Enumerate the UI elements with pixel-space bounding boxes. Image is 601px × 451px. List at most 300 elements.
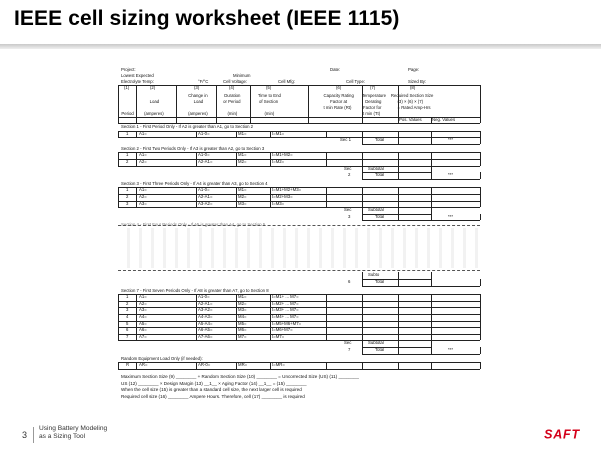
grid-line bbox=[362, 286, 480, 287]
grid-line bbox=[270, 294, 271, 301]
sec-number: Sec 1 bbox=[340, 137, 351, 143]
grid-line bbox=[270, 159, 271, 166]
section4-heading: Section 4 - First Four Periods Only - If A5 is greater than A4, go to Section 5 bbox=[121, 222, 266, 228]
section7-row-time: t=M1+ ... M7= bbox=[272, 294, 299, 300]
section1-row-duration: M1= bbox=[238, 130, 247, 136]
section1-row-time: t=M1= bbox=[272, 130, 285, 136]
grid-line bbox=[362, 220, 480, 221]
random-row-change: AR-0= bbox=[198, 362, 211, 368]
grid-line bbox=[362, 166, 363, 173]
grid-line bbox=[196, 194, 197, 201]
section3-row-change: A3-A2= bbox=[198, 200, 213, 206]
section3-row-change: A1-0= bbox=[198, 187, 210, 193]
section1-row-period: 1 bbox=[126, 130, 129, 136]
grid-line bbox=[196, 327, 197, 334]
section3-row-time: t=M1+M2+M3= bbox=[272, 187, 302, 193]
section7-row-duration: M1= bbox=[238, 294, 247, 300]
grid-line bbox=[118, 314, 119, 321]
column-number: (4) bbox=[229, 85, 235, 90]
grid-line bbox=[398, 166, 399, 173]
section7-row-period: 3 bbox=[126, 307, 129, 313]
grid-line bbox=[136, 85, 137, 123]
summary-line-3: When the cell size (15) is greater than a standard cell size, the next larger cell is required bbox=[121, 387, 302, 393]
grid-line bbox=[118, 294, 119, 301]
grid-line bbox=[398, 152, 399, 159]
grid-line bbox=[362, 131, 363, 138]
saft-logo bbox=[538, 427, 586, 441]
grid-line bbox=[118, 307, 119, 314]
sized-by-label: Sized By: bbox=[408, 79, 427, 84]
section3-row-period: 2 bbox=[126, 194, 129, 199]
grid-line bbox=[308, 85, 309, 123]
column-heading-line2: Load bbox=[149, 99, 160, 104]
summary-line-1: Maximum Section Size (9) ________ + Random Section Size (10) ________ = Uncorrected Size (US) (11) ________ bbox=[121, 373, 359, 379]
grid-line bbox=[362, 314, 363, 321]
grid-line bbox=[398, 194, 399, 201]
grid-line bbox=[118, 362, 480, 363]
column-number: (3) bbox=[194, 85, 200, 90]
column-number: (2) bbox=[150, 85, 156, 90]
grid-line bbox=[118, 131, 480, 132]
section7-row-time: t=M2+ ... M7= bbox=[272, 300, 299, 306]
section7-row-period: 5 bbox=[126, 320, 129, 326]
total-label: Total bbox=[375, 279, 385, 284]
grid-line bbox=[270, 321, 271, 328]
grid-line bbox=[136, 362, 137, 369]
grid-line bbox=[431, 172, 432, 179]
grid-line bbox=[398, 117, 480, 118]
grid-line bbox=[362, 279, 363, 286]
grid-line bbox=[398, 137, 399, 144]
grid-line bbox=[362, 187, 363, 194]
grid-line bbox=[136, 194, 137, 201]
section7-row-time: t=M6+M7= bbox=[272, 327, 293, 333]
grid-line bbox=[118, 362, 119, 369]
column-heading-line2: of Section bbox=[259, 99, 279, 104]
grid-line bbox=[118, 340, 480, 341]
summary-line-4: Required cell size (16) ________ Ampere Hours. Therefore, cell (17) ________ is required bbox=[121, 394, 305, 400]
grid-line bbox=[398, 347, 399, 354]
column-heading-line4: (min) bbox=[264, 111, 275, 116]
title-rule bbox=[0, 44, 601, 49]
column-heading-line3: t min Rate (Rt) bbox=[323, 105, 352, 110]
grid-line bbox=[196, 334, 197, 341]
section7-row-duration: M4= bbox=[238, 314, 247, 319]
column-heading-line3: = Rated Amp-Hrs bbox=[397, 105, 431, 110]
grid-line bbox=[362, 194, 363, 201]
grid-line bbox=[196, 301, 197, 308]
grid-line bbox=[362, 340, 363, 347]
grid-line bbox=[326, 294, 327, 301]
section7-row-change: A7-A6= bbox=[198, 333, 213, 339]
column-heading-line1: Capacity Rating bbox=[323, 93, 354, 98]
column-heading-line4: (min) bbox=[227, 111, 238, 116]
svg-text:SAFT: SAFT bbox=[544, 427, 580, 442]
grid-line bbox=[480, 294, 481, 301]
grid-line bbox=[398, 187, 399, 194]
grid-line bbox=[196, 152, 197, 159]
grid-line bbox=[398, 314, 399, 321]
section-heading: Section 3 - First Three Periods Only - If A4 is greater than A3, go to Section 4 bbox=[121, 180, 268, 186]
column-heading-line1: Temperature bbox=[361, 93, 387, 98]
column-heading-line4: (amperes) bbox=[144, 111, 164, 116]
section2-row-time: t=M2= bbox=[272, 159, 285, 164]
section7-row-load: A6= bbox=[139, 327, 147, 333]
grid-line bbox=[118, 327, 480, 328]
grid-line bbox=[398, 301, 399, 308]
section7-row-period: 1 bbox=[126, 294, 129, 300]
sec-label: Sec bbox=[344, 165, 352, 171]
grid-line bbox=[118, 201, 119, 208]
grid-line bbox=[431, 321, 432, 328]
grid-line bbox=[236, 131, 237, 138]
grid-line bbox=[118, 369, 480, 370]
summary-line-2: US (12) ________ × Design Margin (13) __1__ × Aging Factor (14) __1__ = (15) ________ bbox=[121, 380, 307, 386]
grid-line bbox=[196, 307, 197, 314]
section7-row-change: A5-A4= bbox=[198, 320, 213, 326]
grid-line bbox=[362, 207, 363, 214]
grid-line bbox=[270, 334, 271, 341]
grid-line bbox=[480, 314, 481, 321]
footer-divider bbox=[33, 427, 34, 443]
section7-row-duration: M2= bbox=[238, 300, 247, 306]
slide-title: IEEE cell sizing worksheet (IEEE 1115) bbox=[14, 7, 400, 30]
grid-line bbox=[236, 327, 237, 334]
grid-line bbox=[326, 362, 327, 369]
grid-line bbox=[398, 85, 399, 123]
random-row-load: AR= bbox=[139, 362, 148, 368]
sec-number: 2 bbox=[348, 172, 351, 178]
grid-line bbox=[326, 159, 327, 166]
grid-line bbox=[118, 152, 480, 153]
section7-row-change: A4-A3= bbox=[198, 314, 213, 319]
section3-row-change: A2-A1= bbox=[198, 194, 213, 199]
grid-line bbox=[236, 307, 237, 314]
neg-values-label: Neg. Values bbox=[432, 117, 456, 122]
grid-line bbox=[136, 187, 137, 194]
section3-row-period: 1 bbox=[126, 187, 129, 193]
section7-heading: Section 7 - First Seven Periods Only - If A8 is greater than A7, go to Section 8 bbox=[121, 287, 269, 293]
grid-line bbox=[270, 307, 271, 314]
grid-line bbox=[176, 85, 177, 123]
grid-line bbox=[362, 152, 363, 159]
subtotal-label: Subto bbox=[368, 272, 380, 278]
grid-line bbox=[362, 321, 363, 328]
section7-row-period: 7 bbox=[126, 333, 129, 339]
grid-line bbox=[362, 159, 363, 166]
grid-line bbox=[326, 314, 327, 321]
grid-line bbox=[362, 137, 363, 144]
grid-line bbox=[398, 131, 399, 138]
subtotal-label: Subtotal bbox=[368, 165, 384, 171]
section1-row-load: A1= bbox=[139, 130, 147, 136]
grid-line bbox=[326, 201, 327, 208]
footer-line-1: Using Battery Modeling bbox=[39, 425, 108, 432]
grid-line bbox=[398, 201, 399, 208]
project-label: Project: bbox=[121, 67, 136, 72]
grid-line bbox=[326, 301, 327, 308]
grid-line bbox=[326, 187, 327, 194]
grid-line bbox=[118, 207, 480, 208]
grid-line bbox=[236, 187, 237, 194]
total-stars: *** bbox=[448, 347, 454, 352]
grid-line bbox=[118, 159, 480, 160]
sec-label: Sec bbox=[344, 207, 352, 213]
column-heading-line2: Load bbox=[193, 99, 204, 104]
section7-row-duration: M6= bbox=[238, 327, 247, 333]
grid-line bbox=[362, 354, 480, 355]
grid-line bbox=[431, 117, 432, 123]
section-heading: Section 2 - First Two Periods Only - If A3 is greater than A2, go to Section 3 bbox=[121, 145, 265, 151]
electrolyte-temp-label: Electrolyte Temp: bbox=[121, 79, 154, 84]
grid-line bbox=[362, 172, 363, 179]
grid-line bbox=[236, 194, 237, 201]
section2-row-duration: M2= bbox=[238, 159, 247, 164]
grid-line bbox=[118, 321, 119, 328]
grid-line bbox=[196, 314, 197, 321]
section1-row-change: A1-0= bbox=[198, 130, 210, 136]
grid-line bbox=[118, 194, 119, 201]
grid-line bbox=[431, 272, 432, 279]
grid-line bbox=[118, 301, 119, 308]
grid-line bbox=[118, 137, 480, 138]
grid-line bbox=[362, 334, 363, 341]
grid-line bbox=[270, 327, 271, 334]
grid-line bbox=[431, 301, 432, 308]
grid-line bbox=[398, 327, 399, 334]
grid-line bbox=[196, 321, 197, 328]
random-row-period: R bbox=[126, 362, 130, 368]
section7-row-load: A2= bbox=[139, 300, 147, 306]
grid-line bbox=[118, 152, 119, 159]
grid-line bbox=[118, 159, 119, 166]
section3-row-load: A3= bbox=[139, 200, 147, 206]
grid-line bbox=[236, 301, 237, 308]
column-number: (1) bbox=[124, 85, 130, 90]
grid-line bbox=[326, 334, 327, 341]
grid-line bbox=[362, 214, 431, 215]
section3-row-load: A1= bbox=[139, 187, 147, 193]
grid-line bbox=[362, 172, 431, 173]
grid-line bbox=[362, 362, 363, 369]
section7-row-load: A4= bbox=[139, 314, 147, 319]
grid-line bbox=[362, 272, 363, 279]
grid-line bbox=[136, 321, 137, 328]
grid-line bbox=[431, 327, 432, 334]
column-heading-line2: Derating bbox=[365, 99, 382, 104]
grid-line bbox=[270, 187, 271, 194]
grid-line bbox=[362, 214, 363, 221]
grid-line bbox=[118, 314, 480, 315]
grid-line bbox=[118, 85, 480, 86]
section2-row-time: t=M1+M2= bbox=[272, 152, 293, 158]
grid-line bbox=[362, 279, 431, 280]
grid-line bbox=[398, 159, 399, 166]
grid-line bbox=[398, 340, 399, 347]
omitted-sections-gap bbox=[118, 228, 480, 268]
grid-line bbox=[118, 194, 480, 195]
section7-row-duration: M3= bbox=[238, 307, 247, 313]
section7-row-time: t=M5+M6+M7= bbox=[272, 320, 302, 326]
grid-line bbox=[236, 201, 237, 208]
temp-unit-label: °F/°C bbox=[198, 79, 209, 84]
section7-row-load: A5= bbox=[139, 320, 147, 326]
grid-line bbox=[480, 131, 481, 138]
grid-line bbox=[270, 314, 271, 321]
grid-line bbox=[136, 201, 137, 208]
grid-line bbox=[480, 201, 481, 208]
grid-line bbox=[326, 327, 327, 334]
minimum-label: Minimum bbox=[233, 73, 251, 78]
section7-row-time: t=M3+ ... M7= bbox=[272, 307, 299, 313]
grid-line bbox=[118, 294, 480, 295]
column-heading-line3: Factor for bbox=[363, 105, 382, 110]
worksheet-image bbox=[118, 64, 480, 400]
column-number: (6) bbox=[336, 85, 342, 90]
grid-line bbox=[270, 152, 271, 159]
grid-line bbox=[398, 279, 399, 286]
total-label: Total bbox=[375, 137, 385, 143]
section7-row-load: A7= bbox=[139, 333, 147, 339]
column-heading-line4: Period bbox=[121, 111, 134, 116]
section2-row-load: A1= bbox=[139, 152, 147, 158]
grid-line bbox=[431, 214, 432, 221]
grid-line bbox=[326, 307, 327, 314]
grid-line bbox=[480, 301, 481, 308]
total-label: Total bbox=[375, 172, 385, 178]
subtotal-label: Subtotal bbox=[368, 207, 384, 213]
random-load-heading: Random Equipment Load Only (if needed): bbox=[121, 355, 203, 361]
grid-line bbox=[362, 179, 480, 180]
section7-row-time: t=M7= bbox=[272, 333, 285, 339]
grid-line bbox=[236, 314, 237, 321]
total-label: Total bbox=[375, 347, 385, 352]
grid-line bbox=[236, 152, 237, 159]
grid-line bbox=[480, 159, 481, 166]
grid-line bbox=[236, 321, 237, 328]
page-label: Page: bbox=[408, 67, 420, 72]
grid-line bbox=[431, 314, 432, 321]
grid-line bbox=[196, 201, 197, 208]
section3-row-time: t=M2+M3= bbox=[272, 194, 293, 199]
grid-line bbox=[398, 334, 399, 341]
grid-line bbox=[398, 362, 399, 369]
grid-line bbox=[136, 301, 137, 308]
grid-line bbox=[270, 362, 271, 369]
grid-line bbox=[480, 307, 481, 314]
footer-caption bbox=[39, 425, 107, 441]
section2-row-duration: M1= bbox=[238, 152, 247, 158]
column-heading-line4: (amperes) bbox=[188, 111, 208, 116]
grid-line bbox=[431, 152, 432, 159]
grid-line bbox=[118, 85, 119, 123]
grid-line bbox=[362, 327, 363, 334]
grid-line bbox=[118, 334, 119, 341]
section7-row-duration: M5= bbox=[238, 320, 247, 326]
section2-row-change: A1-0= bbox=[198, 152, 210, 158]
grid-line bbox=[480, 327, 481, 334]
grid-line bbox=[431, 279, 432, 286]
grid-line bbox=[118, 327, 119, 334]
grid-line bbox=[480, 334, 481, 341]
column-number: (8) bbox=[410, 85, 416, 90]
grid-line bbox=[326, 131, 327, 138]
total-label: Total bbox=[375, 213, 385, 219]
section2-row-load: A2= bbox=[139, 159, 147, 164]
grid-line bbox=[326, 321, 327, 328]
section2-row-period: 2 bbox=[126, 159, 129, 164]
section3-row-duration: M3= bbox=[238, 200, 247, 206]
cell-voltage-label: Cell Voltage: bbox=[223, 79, 248, 84]
random-row-time: t=MR= bbox=[272, 362, 285, 368]
grid-line bbox=[431, 207, 432, 214]
section3-row-duration: M1= bbox=[238, 187, 247, 193]
column-heading-line2: or Period bbox=[223, 99, 241, 104]
grid-line bbox=[196, 131, 197, 138]
grid-line bbox=[136, 327, 137, 334]
grid-line bbox=[236, 334, 237, 341]
grid-line bbox=[118, 307, 480, 308]
grid-line bbox=[136, 159, 137, 166]
grid-line bbox=[270, 131, 271, 138]
grid-line bbox=[270, 201, 271, 208]
grid-line bbox=[118, 334, 480, 335]
grid-line bbox=[480, 152, 481, 159]
grid-line bbox=[431, 131, 432, 138]
section3-row-duration: M2= bbox=[238, 194, 247, 199]
grid-line bbox=[270, 301, 271, 308]
sec-label: Sec bbox=[344, 340, 352, 346]
grid-line bbox=[431, 194, 432, 201]
grid-line bbox=[118, 201, 480, 202]
grid-line bbox=[398, 207, 399, 214]
grid-line bbox=[480, 85, 481, 123]
grid-line bbox=[431, 201, 432, 208]
grid-line bbox=[431, 166, 432, 173]
section7-row-load: A3= bbox=[139, 307, 147, 313]
grid-line bbox=[480, 194, 481, 201]
grid-line bbox=[431, 340, 432, 347]
column-number: (5) bbox=[266, 85, 272, 90]
grid-line bbox=[431, 307, 432, 314]
lowest-expected-label: Lowest Expected bbox=[121, 73, 154, 78]
column-heading-line1: Change in bbox=[188, 93, 208, 98]
grid-line bbox=[136, 152, 137, 159]
grid-line bbox=[136, 131, 137, 138]
grid-line bbox=[480, 347, 481, 354]
grid-line bbox=[236, 159, 237, 166]
grid-line bbox=[326, 152, 327, 159]
column-heading-line1: Duration bbox=[224, 93, 241, 98]
section3-row-load: A2= bbox=[139, 194, 147, 199]
section7-row-change: A2-A1= bbox=[198, 300, 213, 306]
grid-line bbox=[480, 172, 481, 179]
grid-line bbox=[398, 272, 399, 279]
grid-line bbox=[480, 279, 481, 286]
footer-line-2: as a Sizing Tool bbox=[39, 433, 86, 440]
sec-number: 7 bbox=[348, 347, 351, 352]
grid-line bbox=[326, 194, 327, 201]
tear-edge-bottom bbox=[118, 270, 480, 271]
subtotal-label: Subtotal bbox=[368, 340, 384, 346]
grid-line bbox=[362, 144, 480, 145]
section2-row-period: 1 bbox=[126, 152, 129, 158]
grid-line bbox=[136, 334, 137, 341]
date-label: Date: bbox=[330, 67, 341, 72]
grid-line bbox=[362, 347, 431, 348]
grid-line bbox=[136, 294, 137, 301]
grid-line bbox=[196, 362, 197, 369]
